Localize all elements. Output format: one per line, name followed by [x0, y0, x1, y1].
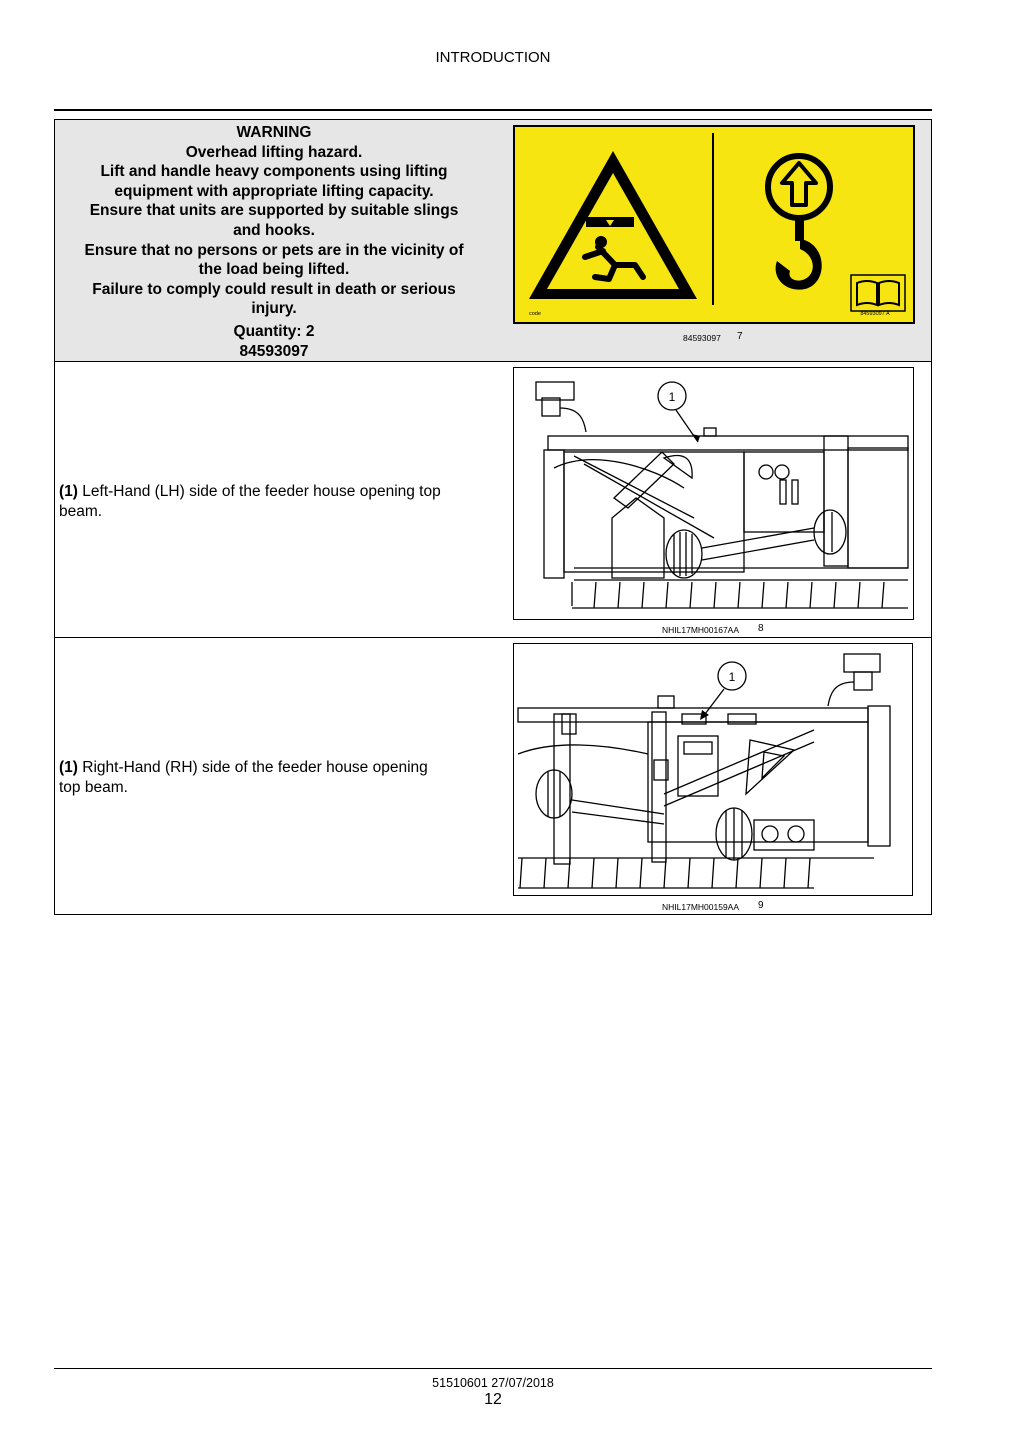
part-number: 84593097 [239, 342, 309, 360]
rh-feeder-house-drawing [514, 644, 911, 894]
manual-book-icon [851, 275, 905, 311]
warning-line: and hooks. [233, 221, 315, 239]
footer-rule [54, 1368, 932, 1369]
warning-line: Overhead lifting hazard. [185, 143, 363, 161]
warning-row [55, 120, 931, 361]
warning-line: injury. [251, 300, 297, 318]
warning-heading: WARNING [236, 124, 312, 141]
warning-table [54, 119, 932, 915]
description-text: top beam. [59, 779, 128, 796]
overhead-hazard-icon [529, 151, 697, 299]
figure-number: 9 [758, 900, 764, 911]
figure-number: 8 [758, 623, 764, 634]
callout-number: (1) [59, 759, 78, 776]
lh-illustration [513, 367, 914, 620]
page-number: 12 [484, 1391, 502, 1408]
lifting-hook-icon [768, 156, 830, 290]
warning-line: Lift and handle heavy components using lifting [100, 163, 448, 181]
lh-row [55, 361, 931, 637]
warning-line: Ensure that no persons or pets are in the vicinity of [84, 241, 464, 259]
description-text: Left-Hand (LH) side of the feeder house opening top [82, 483, 441, 500]
lh-description [59, 482, 499, 522]
page-header-title: INTRODUCTION [435, 49, 551, 66]
warning-line: Failure to comply could result in death or serious [92, 280, 456, 298]
quantity-label: Quantity: 2 [233, 323, 315, 340]
description-text: beam. [59, 503, 103, 520]
lh-feeder-house-drawing [514, 368, 912, 618]
figure-caption: 84593097 [683, 333, 721, 343]
rh-illustration [513, 643, 913, 896]
decal-graphic [515, 127, 913, 322]
quantity-block [59, 322, 489, 361]
figure-caption: NHIL17MH00167AA [662, 625, 740, 635]
footer-doc-id: 51510601 27/07/2018 [432, 1376, 554, 1390]
callout-number: (1) [59, 483, 78, 500]
warning-line: Ensure that units are supported by suitable slings [89, 202, 459, 220]
figure-number: 7 [737, 331, 743, 342]
decal-code-label: code [529, 311, 541, 317]
warning-text [59, 123, 489, 319]
warning-line: equipment with appropriate lifting capacity. [114, 182, 434, 200]
rh-row [55, 637, 931, 914]
header-rule [54, 109, 932, 111]
safety-decal [513, 125, 915, 324]
rh-description [59, 758, 499, 798]
callout-marker: 1 [668, 390, 676, 404]
figure-caption: NHIL17MH00159AA [662, 902, 740, 912]
warning-line: the load being lifted. [198, 261, 350, 279]
callout-marker: 1 [728, 670, 736, 684]
description-text: Right-Hand (RH) side of the feeder house opening [82, 759, 428, 776]
decal-code: 84593097 A [860, 311, 890, 317]
